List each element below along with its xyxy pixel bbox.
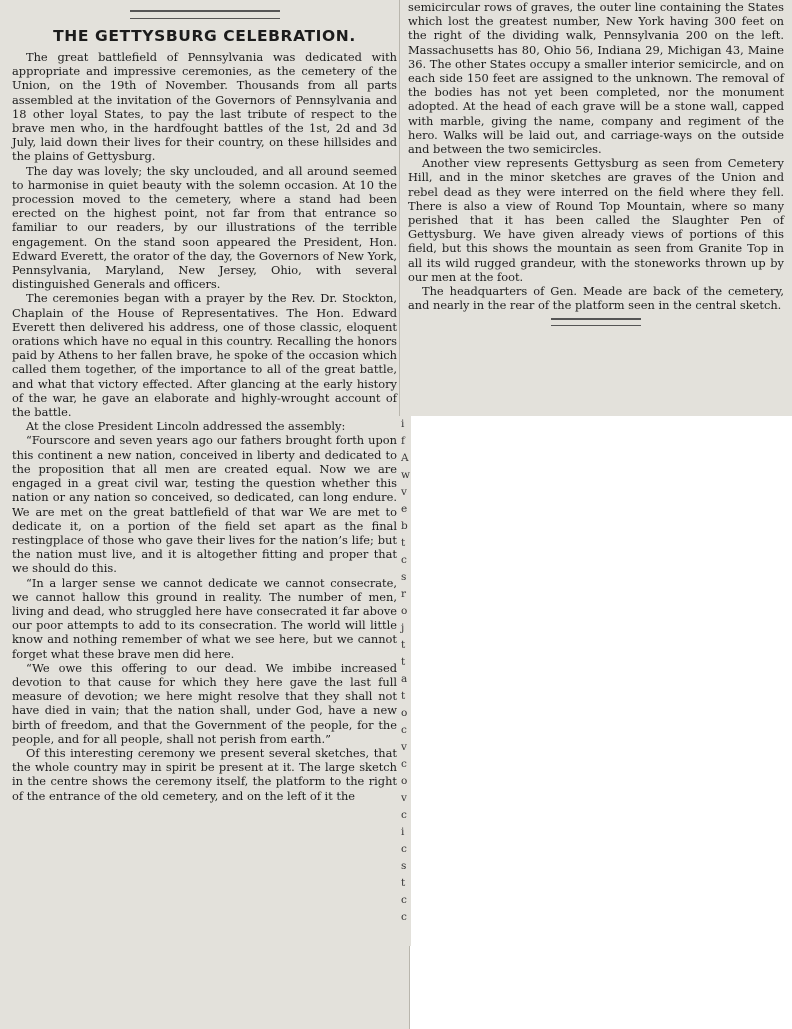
end-rule: [551, 318, 641, 326]
fragment-letter: s: [401, 860, 407, 872]
fragment-letter: w: [401, 469, 410, 481]
fragment-letter: t: [401, 656, 406, 668]
article-paragraph: The ceremonies began with a prayer by the Rev. Dr. Stockton, Chaplain of the House of Representatives. The Hon. Edward Everett then delivered his address, one of those classic, eloquent orations which have no equal in this country. Recalling the honors paid by Athens to her fallen brave, he spoke of the occasion which called them together, of the importance to all of the great battle, and what that victory effected. After glancing at the early history of the war, he gave an elaborate and highly-wrought account of the battle.: [12, 291, 397, 420]
fragment-letter: v: [401, 486, 407, 498]
article-paragraph: The headquarters of Gen. Meade are back of the cemetery, and nearly in the rear of the platform seen in the central sketch.: [408, 284, 784, 313]
right-clipping: [399, 0, 792, 416]
article-paragraph: Of this interesting ceremony we present several sketches, that the whole country may in spirit be present at it. The large sketch in the centre shows the ceremony itself, the platform to the right of the entrance of the old cemetery, and on the left of it the: [12, 745, 397, 803]
fragment-letter: i: [401, 826, 405, 838]
gettysburg-address-paragraph: “In a larger sense we cannot dedicate we cannot consecrate, we cannot hallow this ground in reality. The number of men, living and dead, who struggled here have consecrated it far above our poor attempts to add to its consecration. The world will little know and nothing remember of what we see here, but we cannot forget what these brave men did here.: [12, 575, 397, 661]
fragment-letter: c: [401, 911, 407, 923]
fragment-letter: e: [401, 503, 408, 515]
headline-rule: [130, 10, 280, 19]
fragment-letter: b: [401, 520, 408, 532]
fragment-letter: t: [401, 537, 406, 549]
article-paragraph: The great battlefield of Pennsylvania was dedicated with appropriate and impressive ceremonies, as the cemetery of the Union, on the 19th of November. Thousands from all parts assembled at the invitation of the Governors of Pennsylvania and 18 other loyal States, to pay the last tribute of respect to the brave men who, in the hardfought battles of the 1st, 2d and 3d July, laid down their lives for their country, on these hillsides and the plains of Gettysburg.: [12, 50, 397, 164]
fragment-letter: o: [401, 775, 408, 787]
fragment-letter: a: [401, 673, 408, 685]
headline: THE GETTYSBURG CELEBRATION.: [53, 27, 356, 45]
article-paragraph: Another view represents Gettysburg as seen from Cemetery Hill, and in the minor sketches are graves of the Union and rebel dead as they were interred on the field where they fell. There is also a view of Round Top Mountain, where so many perished that it has been called the Slaughter Pen of Gettysburg. We have given already views of portions of this field, but this shows the mountain as seen from Granite Top in all its wild rugged grandeur, with the stoneworks thrown up by our men at the foot.: [408, 156, 784, 284]
fragment-letter: o: [401, 605, 408, 617]
fragment-letter: t: [401, 639, 406, 651]
fragment-letter: t: [401, 690, 406, 702]
fragment-letter: c: [401, 843, 407, 855]
adjacent-column-fragment: [399, 416, 411, 946]
fragment-letter: t: [401, 877, 406, 889]
fragment-letter: c: [401, 809, 407, 821]
article-paragraph: At the close President Lincoln addressed the assembly:: [26, 419, 346, 434]
article-paragraph: semicircular rows of graves, the outer line containing the States which lost the greatest number, New York having 300 feet on the right of the dividing walk, Pennsylvania 200 on the left. Massachusetts has 80, Ohio 56, Indiana 29, Michigan 43, Maine 36. The other States occupy a smaller interior semicircle, and on each side 150 feet are assigned to the unknown. The removal of the bodies has not yet been completed, nor the monument adopted. At the head of each grave will be a stone wall, capped with marble, giving the name, company and regiment of the hero. Walks will be laid out, and carriage-ways on the outside and between the two semicircles.: [408, 0, 784, 157]
gettysburg-address-paragraph: “We owe this offering to our dead. We imbibe increased devotion to that cause for which they here gave the last full measure of devotion; we here might resolve that they shall not have died in vain; that the nation shall, under God, have a new birth of freedom, and that the Government of the people, for the people, and for all people, shall not perish from earth.”: [12, 660, 397, 746]
fragment-letter: i: [401, 418, 405, 430]
fragment-letter: v: [401, 741, 407, 753]
fragment-letter: c: [401, 894, 407, 906]
fragment-letter: j: [401, 622, 405, 634]
article-paragraph: The day was lovely; the sky unclouded, and all around seemed to harmonise in quiet beauty with the solemn occasion. At 10 the procession moved to the cemetery, where a stand had been erected on the highest point, not far from that entrance so familiar to our readers, by our illustrations of the terrible engagement. On the stand soon appeared the President, Hon. Edward Everett, the orator of the day, the Governors of New York, Pennsylvania, Maryland, New Jersey, Ohio, with several distinguished Generals and officers.: [12, 163, 397, 292]
fragment-letter: c: [401, 724, 407, 736]
fragment-letter: f: [401, 435, 405, 447]
fragment-letter: o: [401, 707, 408, 719]
fragment-letter: c: [401, 554, 407, 566]
fragment-letter: c: [401, 758, 407, 770]
gettysburg-address-paragraph: “Fourscore and seven years ago our fathers brought forth upon this continent a new nation, conceived in liberty and dedicated to the proposition that all men are created equal. Now we are engaged in a great civil war, testing the question whether this nation or any nation so conceived, so dedicated, can long endure. We are met on the great battlefield of that war We are met to dedicate it, on a portion of the field set apart as the final restingplace of those who gave their lives for the nation’s life; but the nation must live, and it is altogether fitting and proper that we should do this.: [12, 433, 397, 576]
fragment-letter: s: [401, 571, 407, 583]
fragment-letter: A: [401, 452, 409, 464]
fragment-letter: r: [401, 588, 407, 600]
fragment-letter: v: [401, 792, 407, 804]
